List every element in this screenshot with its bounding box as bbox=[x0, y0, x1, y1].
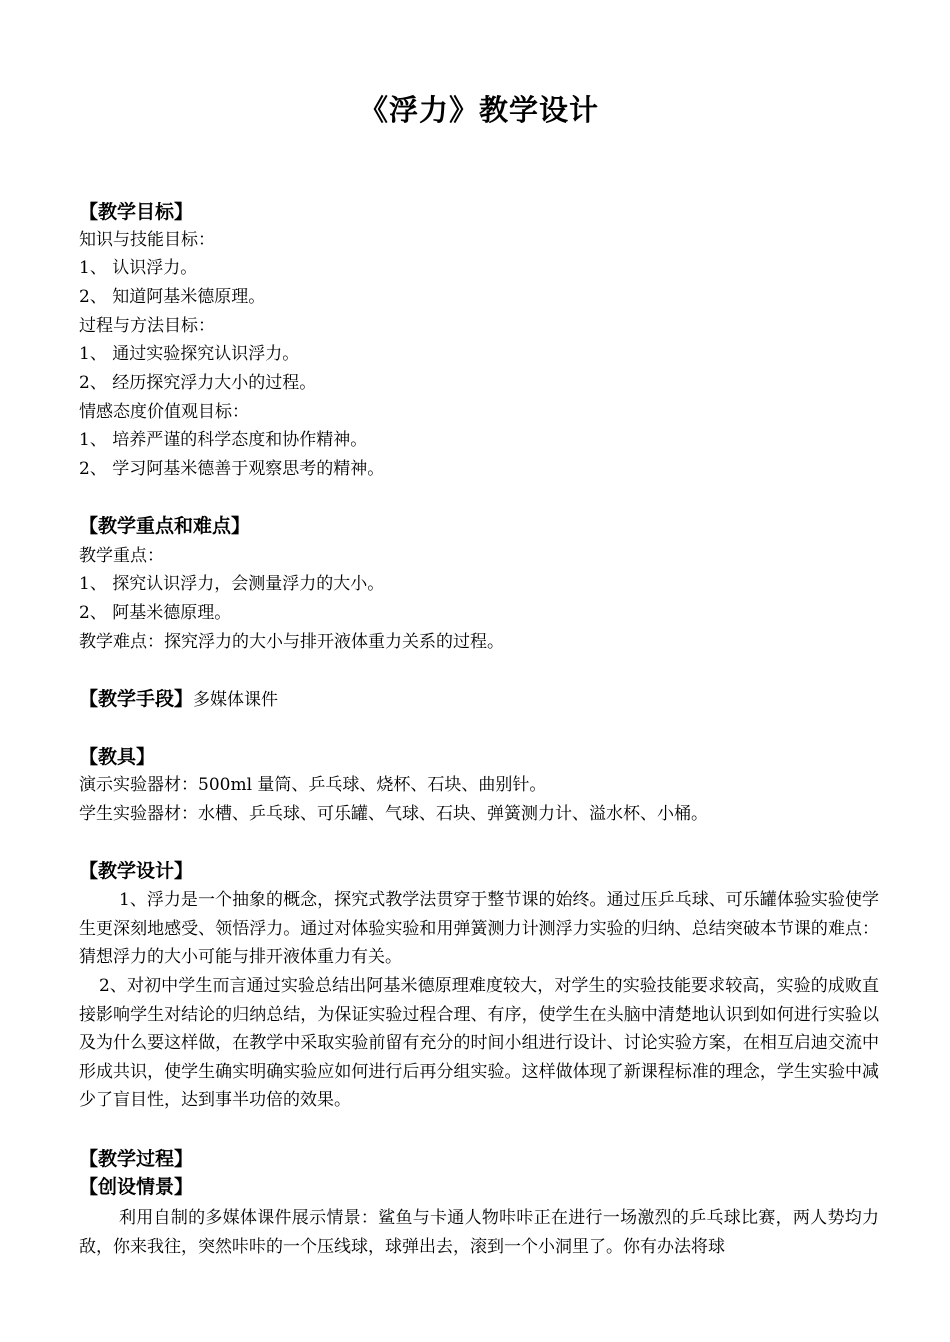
knowledge-item: 2、 知道阿基米德原理。 bbox=[79, 287, 266, 307]
key-item: 1、 探究认识浮力，会测量浮力的大小。 bbox=[79, 574, 385, 594]
keypoints-heading: 【教学重点和难点】 bbox=[79, 515, 251, 537]
scenario-paragraph: 利用自制的多媒体课件展示情景：鲨鱼与卡通人物咔咔正在进行一场激烈的乒乓球比赛，两人势均力敌，你来我往，突然咔咔的一个压线球，球弹出去，滚到一个小洞里了。你有办法将球 bbox=[79, 1208, 879, 1257]
student-equipment: 学生实验器材：水槽、乒乓球、可乐罐、气球、石块、弹簧测力计、溢水杯、小桶。 bbox=[79, 804, 708, 824]
tools-heading: 【教具】 bbox=[79, 746, 156, 768]
emotion-item: 2、 学习阿基米德善于观察思考的精神。 bbox=[79, 459, 385, 479]
process-label: 过程与方法目标： bbox=[79, 316, 215, 336]
knowledge-label: 知识与技能目标： bbox=[79, 230, 215, 250]
design-paragraph-1: 1、浮力是一个抽象的概念，探究式教学法贯穿于整节课的始终。通过压乒乓球、可乐罐体验实验使学生更深刻地感受、领悟浮力。通过对体验实验和用弹簧测力计测浮力实验的归纳、总结突破本节课的难点：猜想浮力的大小可能与排开液体重力有关。 bbox=[79, 890, 879, 968]
objectives-heading: 【教学目标】 bbox=[79, 201, 194, 223]
process-item: 1、 通过实验探究认识浮力。 bbox=[79, 344, 300, 364]
difficulty-text: 教学难点：探究浮力的大小与排开液体重力关系的过程。 bbox=[79, 632, 504, 652]
scenario-heading: 【创设情景】 bbox=[79, 1176, 194, 1198]
design-paragraph-2: 2、对初中学生而言通过实验总结出阿基米德原理难度较大，对学生的实验技能要求较高，实验的成败直接影响学生对结论的归纳总结，为保证实验过程合理、有序，使学生在头脑中清楚地认识到如何进行实验以及为什么要这样做，在教学中采取实验前留有充分的时间小组进行设计、讨论实验方案，在相互启迪交流中形成共识，使学生确实明确实验应如何进行后再分组实验。这样做体现了新课程标准的理念，学生实验中减少了盲目性，达到事半功倍的效果。 bbox=[79, 976, 879, 1111]
key-label: 教学重点： bbox=[79, 546, 164, 566]
document-title: 《浮力》教学设计 bbox=[358, 93, 599, 127]
means-line bbox=[79, 686, 278, 713]
emotion-item: 1、 培养严谨的科学态度和协作精神。 bbox=[79, 430, 368, 450]
emotion-label: 情感态度价值观目标： bbox=[79, 402, 249, 422]
process-heading: 【教学过程】 bbox=[79, 1148, 194, 1170]
knowledge-item: 1、 认识浮力。 bbox=[79, 258, 198, 278]
design-heading: 【教学设计】 bbox=[79, 860, 194, 882]
process-item: 2、 经历探究浮力大小的过程。 bbox=[79, 373, 317, 393]
means-heading: 【教学手段】 bbox=[79, 688, 194, 710]
demo-equipment: 演示实验器材：500ml 量筒、乒乓球、烧杯、石块、曲别针。 bbox=[79, 775, 547, 795]
key-item: 2、 阿基米德原理。 bbox=[79, 603, 232, 623]
means-text: 多媒体课件 bbox=[193, 690, 279, 710]
